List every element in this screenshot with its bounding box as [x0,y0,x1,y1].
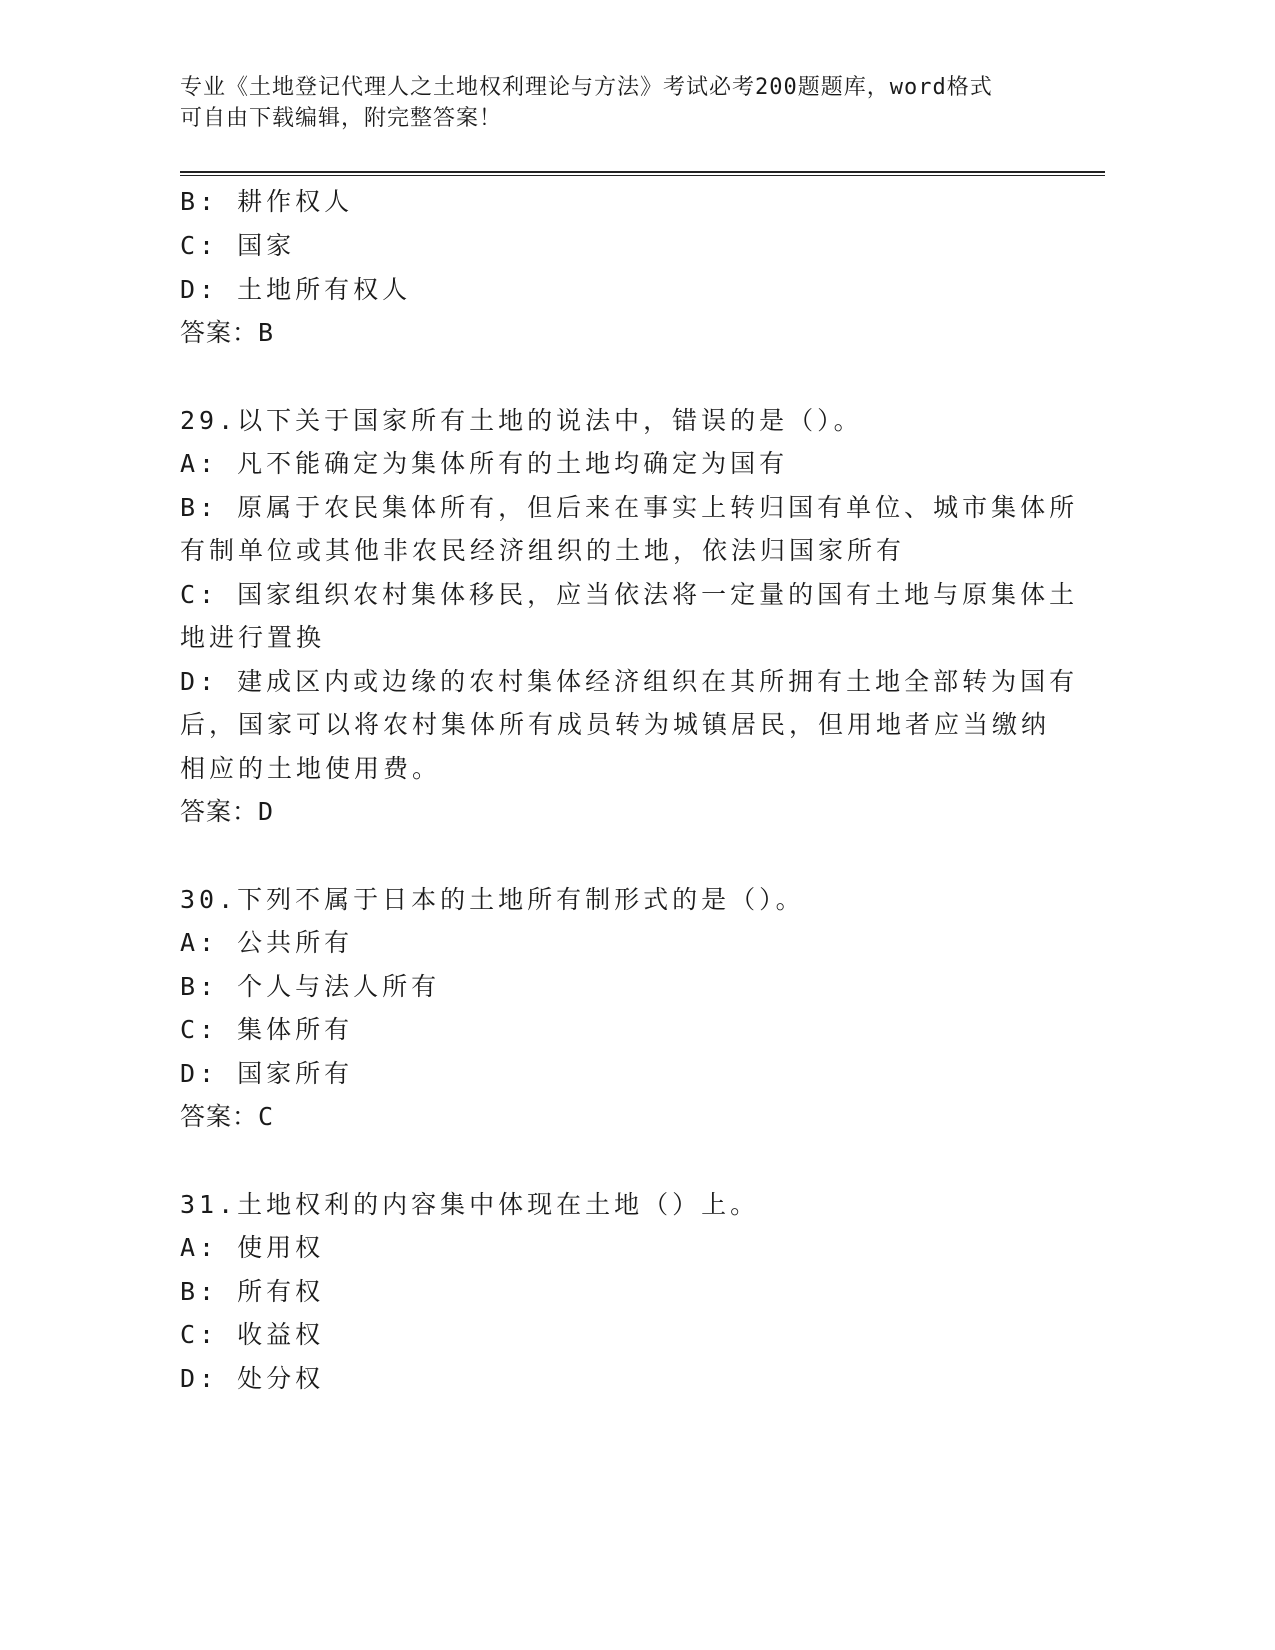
header-divider [180,171,1105,176]
q29-option-c-line-2: 地进行置换 [180,623,326,652]
document-header [180,72,1060,134]
q31-question: 31.土地权利的内容集中体现在土地（）上。 [180,1190,760,1219]
header-line-2: 可自由下载编辑，附完整答案！ [180,106,503,131]
q28-option-b: B: 耕作权人 [180,187,354,216]
q29-question: 29.以下关于国家所有土地的说法中，错误的是（）。 [180,406,863,435]
q30-option-c: C: 集体所有 [180,1015,354,1044]
q30-option-b: B: 个人与法人所有 [180,972,441,1001]
q28-answer: 答案：B [180,318,275,347]
q29-option-b-line-2: 有制单位或其他非农民经济组织的土地，依法归国家所有 [180,536,906,565]
header-line-1: 专业《土地登记代理人之土地权利理论与方法》考试必考200题题库，word格式 [180,75,993,100]
q30-question: 30.下列不属于日本的土地所有制形式的是（）。 [180,885,805,914]
q31-option-d: D: 处分权 [180,1364,325,1393]
q30-answer: 答案：C [180,1102,275,1131]
q29-option-d-line-1: D: 建成区内或边缘的农村集体经济组织在其所拥有土地全部转为国有 [180,667,1079,696]
q29-answer: 答案：D [180,797,275,826]
q29-option-a: A: 凡不能确定为集体所有的土地均确定为国有 [180,449,789,478]
q30-option-a: A: 公共所有 [180,928,354,957]
q29-option-b-line-1: B: 原属于农民集体所有，但后来在事实上转归国有单位、城市集体所 [180,493,1079,522]
q29-option-d-line-3: 相应的土地使用费。 [180,754,442,783]
q29-option-d-line-2: 后，国家可以将农村集体所有成员转为城镇居民，但用地者应当缴纳 [180,710,1051,739]
q28-option-c: C: 国家 [180,231,296,260]
q30-option-d: D: 国家所有 [180,1059,354,1088]
q29-option-c-line-1: C: 国家组织农村集体移民，应当依法将一定量的国有土地与原集体土 [180,580,1079,609]
q28-option-d: D: 土地所有权人 [180,275,412,304]
q31-option-a: A: 使用权 [180,1233,325,1262]
q31-option-b: B: 所有权 [180,1277,325,1306]
q31-option-c: C: 收益权 [180,1320,325,1349]
